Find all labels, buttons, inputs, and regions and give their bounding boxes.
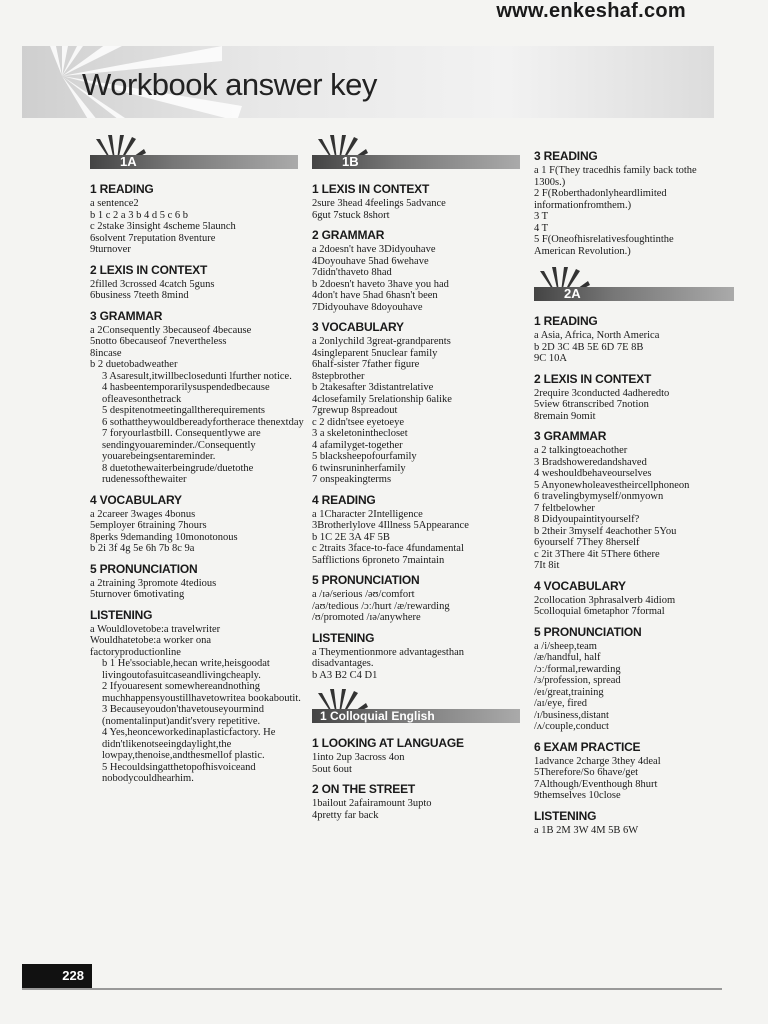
answer-line: 1bailout 2afairamount 3upto — [312, 798, 432, 809]
section-heading: 6 EXAM PRACTICE — [534, 739, 641, 754]
answer-line: 4Doyouhave 5had 6wehave — [312, 255, 429, 267]
section-heading: 3 VOCABULARY — [312, 320, 404, 334]
unit-header-colloquial — [312, 689, 524, 729]
section-heading: 2 LEXIS IN CONTEXT — [534, 371, 652, 386]
answer-line: /ɪ/business,distant — [534, 709, 609, 721]
answer-line: 6 twinsruninherfamily — [312, 462, 406, 474]
answer-line: 7Although/Eventhough 8hurt — [534, 778, 658, 790]
answer-line: 2sure 3head 4feelings 5advance — [312, 198, 446, 209]
answer-line: a Asia, Africa, North America — [534, 330, 660, 341]
answer-line: /aɪ/eye, fired — [534, 698, 588, 709]
unit-header-1b — [312, 135, 524, 175]
answer-line: 2collocation 3phrasalverb 4idiom — [534, 594, 676, 606]
answer-line: informationfromthem.) — [534, 199, 632, 211]
section-heading: 1 LOOKING AT LANGUAGE — [312, 736, 464, 750]
answer-line: b 1 c 2 a 3 b 4 d 5 c 6 b — [90, 209, 188, 221]
answer-line: /ʊ/promoted /ɪə/anywhere — [312, 612, 421, 623]
section-heading: 2 LEXIS IN CONTEXT — [90, 262, 208, 277]
answer-line: a 2Consequently 3becauseof 4because — [90, 324, 252, 336]
column-2 — [312, 135, 524, 821]
footer-rule — [22, 988, 722, 990]
answer-line: 5 blacksheepofourfamily — [312, 451, 417, 462]
section-heading: 1 READING — [534, 314, 598, 328]
answer-line: 5Therefore/So 6have/get — [534, 767, 639, 778]
unit-label: 1B — [342, 154, 359, 169]
section-heading: 1 READING — [90, 182, 154, 196]
unit-label: 2A — [564, 286, 581, 301]
answer-line: /ɔː/formal,rewarding — [534, 663, 621, 675]
answer-line: b A3 B2 C4 D1 — [312, 669, 378, 681]
answer-line: b 1 He'ssociable,hecan write,heisgoodat livingoutofasuitcaseandlivingcheaply. — [102, 658, 270, 681]
answer-line: 4singleparent 5nuclear family — [312, 347, 438, 359]
answer-line: 2require 3conducted 4adheredto — [534, 387, 670, 399]
section-heading: 2 ON THE STREET — [312, 782, 416, 796]
answer-line: 8 Didyoupaintityourself? — [534, 514, 640, 525]
section-heading: 4 VOCABULARY — [90, 492, 182, 507]
answer-line: 3 Becauseyoudon'thavetouseyourmind (nomentalinput)andit'svery repetitive. — [102, 704, 264, 727]
answer-line: 4 Yes,heonceworkedinaplasticfactory. He didn'tlikenotseeingdaylight,the lowpay,thenoise,andthesmellof plastic. — [102, 727, 276, 761]
section-heading: 1 LEXIS IN CONTEXT — [312, 182, 430, 196]
answer-line: /aʊ/tedious /ɔː/hurt /æ/rewarding — [312, 600, 450, 612]
answer-line: 6business 7teeth 8mind — [90, 290, 189, 301]
answer-line: 2filled 3crossed 4catch 5guns — [90, 278, 215, 290]
answer-line: factoryproductionline — [90, 646, 181, 658]
answer-line: 8remain 9omit — [534, 410, 596, 422]
section-heading: 3 GRAMMAR — [90, 308, 163, 323]
answer-line: b 1C 2E 3A 4F 5B — [312, 531, 390, 543]
answer-line: 7Didyouhave 8doyouhave — [312, 301, 423, 313]
answer-line: a 2training 3promote 4tedious — [90, 577, 217, 589]
column-3 — [534, 150, 749, 836]
answer-line: a 2doesn't have 3Didyouhave — [312, 244, 436, 255]
answer-line: b 2D 3C 4B 5E 6D 7E 8B — [534, 341, 644, 353]
unit-label: 1A — [120, 154, 137, 169]
answer-line: 8stepbrother — [312, 370, 365, 382]
answer-line: 5 Hecouldsingatthetopofhisvoiceand nobodycouldhearhim. — [102, 761, 256, 784]
section-heading: 2 GRAMMAR — [312, 228, 385, 242]
answer-line: 5view 6transcribed 7notion — [534, 399, 649, 410]
website-url[interactable]: www.enkeshaf.com — [496, 0, 686, 22]
answer-line: c 2stake 3insight 4scheme 5launch — [90, 221, 236, 232]
section-heading: 4 VOCABULARY — [534, 578, 626, 593]
answer-line: a Wouldlovetobe:a travelwriter — [90, 623, 221, 635]
answer-line: 5colloquial 6metaphor 7formal — [534, 606, 665, 617]
answer-line: 1into 2up 3across 4on — [312, 752, 405, 763]
answer-line: 7didn'thaveto 8had — [312, 267, 392, 278]
answer-line: 3 a skeletoninthecloset — [312, 428, 408, 439]
answers-list — [90, 198, 305, 256]
answer-line: 4pretty far back — [312, 809, 379, 821]
answer-line: 4 hasbeentemporarilysuspendedbecause ofleavesonthetrack — [102, 382, 270, 405]
answer-line: b 2takesafter 3distantrelative — [312, 382, 434, 393]
answer-line: 4 weshouldbehaveourselves — [534, 468, 652, 479]
answer-line: 1300s.) — [534, 176, 566, 188]
section-heading: LISTENING — [90, 607, 153, 622]
answer-line: 8incase — [90, 347, 122, 359]
answer-line: b 2their 3myself 4eachother 5You — [534, 525, 677, 537]
answer-line: 5notto 6becauseof 7nevertheless — [90, 336, 227, 347]
page-number: 228 — [22, 964, 92, 988]
answer-line: 4 T — [534, 222, 549, 234]
answer-line: 7 feltbelowher — [534, 502, 595, 514]
answer-line: 5employer 6training 7hours — [90, 520, 207, 531]
answer-line: American Revolution.) — [534, 245, 631, 257]
answer-line: 1advance 2charge 3they 4deal — [534, 755, 661, 767]
answer-line: disadvantages. — [312, 658, 374, 669]
answer-line: a 1Character 2Intelligence — [312, 508, 423, 520]
unit-header-1a — [90, 135, 305, 175]
answer-line: c 2traits 3face-to-face 4fundamental — [312, 543, 464, 554]
answer-line: c 2 didn'tsee eyetoeye — [312, 416, 404, 428]
section-heading: 3 READING — [534, 149, 598, 163]
answer-line: 6half-sister 7father figure — [312, 359, 420, 370]
answer-line: a 1 F(They tracedhis family back tothe — [534, 165, 697, 176]
section-heading: 3 GRAMMAR — [534, 429, 607, 443]
answer-line: 3 Asaresult,itwillbeclosedunti lfurther notice. — [102, 370, 292, 382]
answer-line: /ʌ/couple,conduct — [534, 721, 609, 732]
answer-line: 6gut 7stuck 8short — [312, 209, 390, 221]
answer-line: 5out 6out — [312, 763, 352, 775]
answer-line: 5 despitenotmeetingalltherequirements — [102, 405, 265, 416]
section-heading: 4 READING — [312, 492, 376, 507]
answer-line: 5afflictions 6proneto 7maintain — [312, 554, 445, 566]
answer-line: 2 Ifyouaresent somewhereandnothing muchhappensyoustillhavetowritea bookaboutit. — [102, 681, 301, 704]
page-title: Workbook answer key — [82, 67, 377, 102]
section-heading: 5 PRONUNCIATION — [534, 624, 642, 639]
answer-line: 3Brotherlylove 4Illness 5Appearance — [312, 520, 469, 531]
answer-line: /ɜ/profession, spread — [534, 675, 621, 686]
answer-line: b 2i 3f 4g 5e 6h 7b 8c 9a — [90, 543, 195, 554]
answer-line: c 2it 3There 4it 5There 6there — [534, 548, 660, 560]
answer-line: 4don't have 5had 6hasn't been — [312, 290, 438, 301]
answer-line: 4closefamily 5relationship 6alike — [312, 393, 452, 405]
section-heading: LISTENING — [312, 630, 375, 645]
answer-line: 9C 10A — [534, 353, 567, 364]
answer-line: 8perks 9demanding 10monotonous — [90, 531, 238, 543]
section-heading: 5 PRONUNCIATION — [312, 573, 420, 587]
answer-line: a /i/sheep,team — [534, 640, 597, 652]
answer-line: 9turnover — [90, 244, 131, 255]
answer-line: 7It 8it — [534, 560, 560, 571]
answer-line: a Theymentionmore advantagesthan — [312, 646, 465, 658]
answer-line: 7 onspeakingterms — [312, 474, 392, 485]
answer-line: a sentence2 — [90, 198, 139, 209]
section-heading: 5 PRONUNCIATION — [90, 561, 198, 576]
answer-line: 4 afamilyget-together — [312, 439, 403, 451]
answer-line: a 2onlychild 3great-grandparents — [312, 336, 451, 347]
answer-line: a 2 talkingtoeachother — [534, 445, 628, 456]
answer-line: /æ/handful, half — [534, 652, 601, 663]
answer-line: 6yourself 7They 8herself — [534, 537, 640, 548]
answer-line: 3 Bradshoweredandshaved — [534, 456, 647, 468]
answer-line: 2 F(Roberthadonlyheardlimited — [534, 188, 667, 199]
answer-line: a 2career 3wages 4bonus — [90, 508, 196, 520]
answer-line: 7 foryourlastbill. Consequentlywe are sendingyouareminder./Consequently youarebeingsentareminder. — [102, 428, 261, 462]
answer-line: 5 F(Oneofhisrelativesfoughtinthe — [534, 234, 674, 245]
answer-line: 8 duetothewaiterbeingrude/duetothe rudenessofthewaiter — [102, 462, 254, 485]
answer-line: 6 travelingbymyself/onmyown — [534, 491, 664, 502]
section-heading: LISTENING — [534, 808, 597, 823]
answer-line: Wouldhatetobe:a worker ona — [90, 635, 212, 646]
unit-label: 1 Colloquial English — [320, 709, 435, 723]
unit-header-2a — [534, 267, 749, 307]
answer-line: 7grewup 8spreadout — [312, 405, 398, 416]
answer-line: 3 T — [534, 211, 549, 222]
answer-line: 6solvent 7reputation 8venture — [90, 232, 216, 244]
column-1 — [90, 135, 305, 785]
answer-line: 6 sothattheywouldbereadyfortherace thenextday — [102, 416, 304, 428]
answer-line: a /ɪə/serious /əʊ/comfort — [312, 589, 415, 600]
answer-line: b 2doesn't haveto 3have you had — [312, 278, 449, 290]
answer-line: 5turnover 6motivating — [90, 589, 185, 600]
answer-line: 9themselves 10close — [534, 790, 621, 801]
answer-line: b 2 duetobadweather — [90, 359, 178, 370]
answer-line: 5 Anyonewholeavestheircellphoneon — [534, 479, 690, 491]
answer-line: /eɪ/great,training — [534, 686, 604, 698]
answer-line: a 1B 2M 3W 4M 5B 6W — [534, 824, 639, 836]
